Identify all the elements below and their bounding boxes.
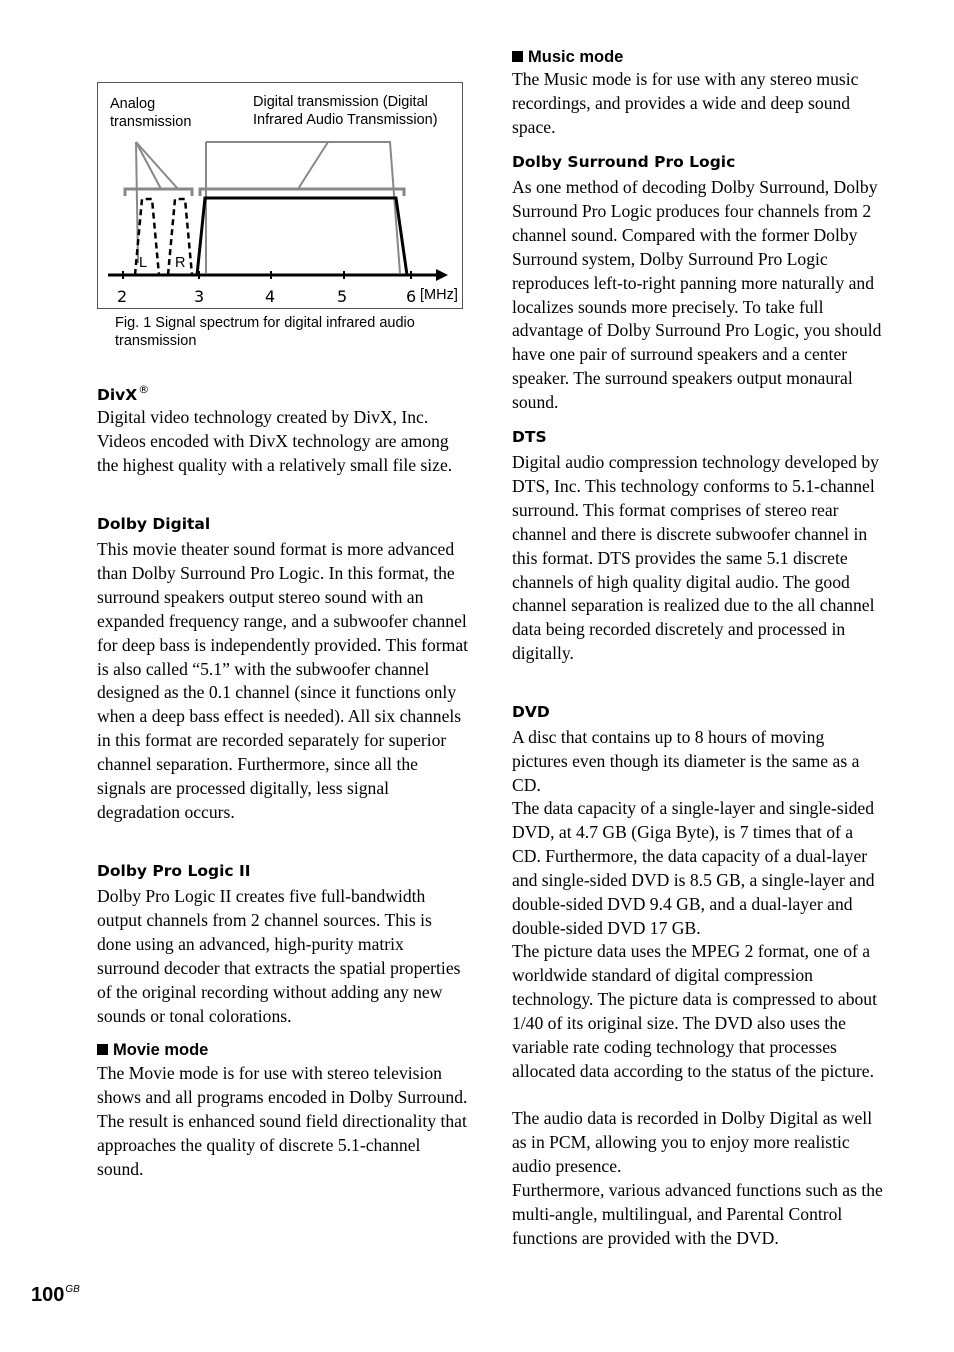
page-number: $100^{GB}$: [31, 1284, 80, 1306]
dvd-body-5: Furthermore, various advanced functions such as the multi-angle, multilingual, and Parental Control functions are provided with the DVD.: [512, 1180, 883, 1248]
dolby-digital-heading: Dolby Digital: [97, 515, 211, 533]
x-tick-label: 4: [265, 287, 276, 306]
digital-bracket: [200, 189, 404, 196]
dolby-surround-body: As one method of decoding Dolby Surround, Dolby Surround Pro Logic produces four channels from 2 channel sound. Compared with the former Dolby Surround system, Dolby Surround Pro Logic reproduces left-to-right panning more naturally and localizes sounds more precisely. To take full advantage of Dolby Surround Pro Logic, you should have one pair of surround speakers and a center speaker. The surround speakers output monaural sound.: [512, 177, 882, 413]
dvd-heading: DVD: [512, 703, 550, 721]
digital-pointer: [206, 142, 400, 273]
dolby-pro-logic-ii-body: Dolby Pro Logic II creates five full-bandwidth output channels from 2 channel sources. This is done using an advanced, high-purity matrix surround decoder that extracts the spatial properties of the original recording without adding any new sounds or tonal colorations.: [97, 886, 461, 1026]
movie-mode-body: The Movie mode is for use with stereo television shows and all programs encoded in Dolby Surround. The result is enhanced sound field directionality that approaches the quality of discrete 5.1-channel sound.: [97, 1063, 468, 1179]
square-bullet-icon: [512, 51, 523, 62]
x-tick-label: 5: [337, 287, 348, 306]
page-suffix: GB: [65, 1284, 80, 1295]
x-tick-label: 3: [194, 287, 205, 306]
music-mode-body: The Music mode is for use with any stereo music recordings, and provides a wide and deep sound space.: [512, 69, 859, 137]
square-bullet-icon: [97, 1044, 108, 1055]
channel-r-label: R: [175, 255, 186, 271]
dolby-pro-logic-ii-heading: Dolby Pro Logic II: [97, 862, 251, 880]
dts-heading: DTS: [512, 428, 547, 446]
dvd-body-4: The audio data is recorded in Dolby Digital as well as in PCM, allowing you to enjoy more realistic audio presence.: [512, 1108, 873, 1176]
signal-spectrum-figure: [97, 82, 463, 309]
dvd-body-3: The picture data uses the MPEG 2 format, one of a worldwide standard of digital compression technology. The picture data is compressed to about 1/40 of its original size. The DVD also uses the variable rate coding technology that processes allocated data according to the status of the picture.: [512, 941, 877, 1081]
divx-heading: DivX®: [97, 383, 150, 404]
divx-body: Digital video technology created by DivX, Inc. Videos encoded with DivX technology are among the highest quality with a relatively small file size.: [97, 407, 453, 475]
digital-transmission-label: Digital transmission (Digital Infrared Audio Transmission): [253, 94, 438, 128]
x-tick-label: 2: [117, 287, 128, 306]
axis-arrowhead: [436, 269, 448, 281]
analog-bracket: [125, 189, 192, 196]
dts-body: Digital audio compression technology developed by DTS, Inc. This technology conforms to 5.1-channel surround. This format comprises of stereo rear channel and there is discrete subwoofer channel in this format. DTS provides the same 5.1 discrete channels of high quality digital audio. The good channel separation is realized due to the all channel data being recorded discretely and processed in digitally.: [512, 452, 879, 664]
dvd-body-1: A disc that contains up to 8 hours of moving pictures even though its diameter is the same as a CD.: [512, 727, 860, 795]
channel-l-label: L: [139, 255, 148, 271]
music-mode-heading: Music mode: [512, 47, 623, 67]
x-tick-label: 6: [406, 287, 417, 306]
figure-caption: Fig. 1 Signal spectrum for digital infrared audio transmission: [115, 315, 415, 349]
analog-transmission-label: Analog transmission: [110, 96, 192, 130]
dvd-body-2: The data capacity of a single-layer and single-sided DVD, at 4.7 GB (Giga Byte), is 7 times that of a CD. Furthermore, the data capacity of a dual-layer and single-sided DVD is 8.5 GB, a single-layer and double-sided DVD 9.4 GB, and a dual-layer and double-sided DVD 17 GB.: [512, 798, 875, 938]
dolby-digital-body: This movie theater sound format is more advanced than Dolby Surround Pro Logic. In this format, the surround speakers output stereo sound with an expanded frequency range, and a subwoofer channel for deep bass is independently provided. This format is also called “5.1” with the subwoofer channel designed as the 0.1 channel (since it functions only when a deep bass effect is needed). All six channels in this format are recorded separately for superior channel separation. Furthermore, since all the signals are processed digitally, less signal degradation occurs.: [97, 539, 469, 822]
registered-mark: ®: [138, 383, 150, 396]
digital-spectrum: [197, 198, 407, 275]
frequency-unit-label: [MHz]: [420, 287, 458, 303]
movie-mode-heading: Movie mode: [97, 1040, 208, 1060]
dolby-surround-heading: Dolby Surround Pro Logic: [512, 153, 736, 171]
